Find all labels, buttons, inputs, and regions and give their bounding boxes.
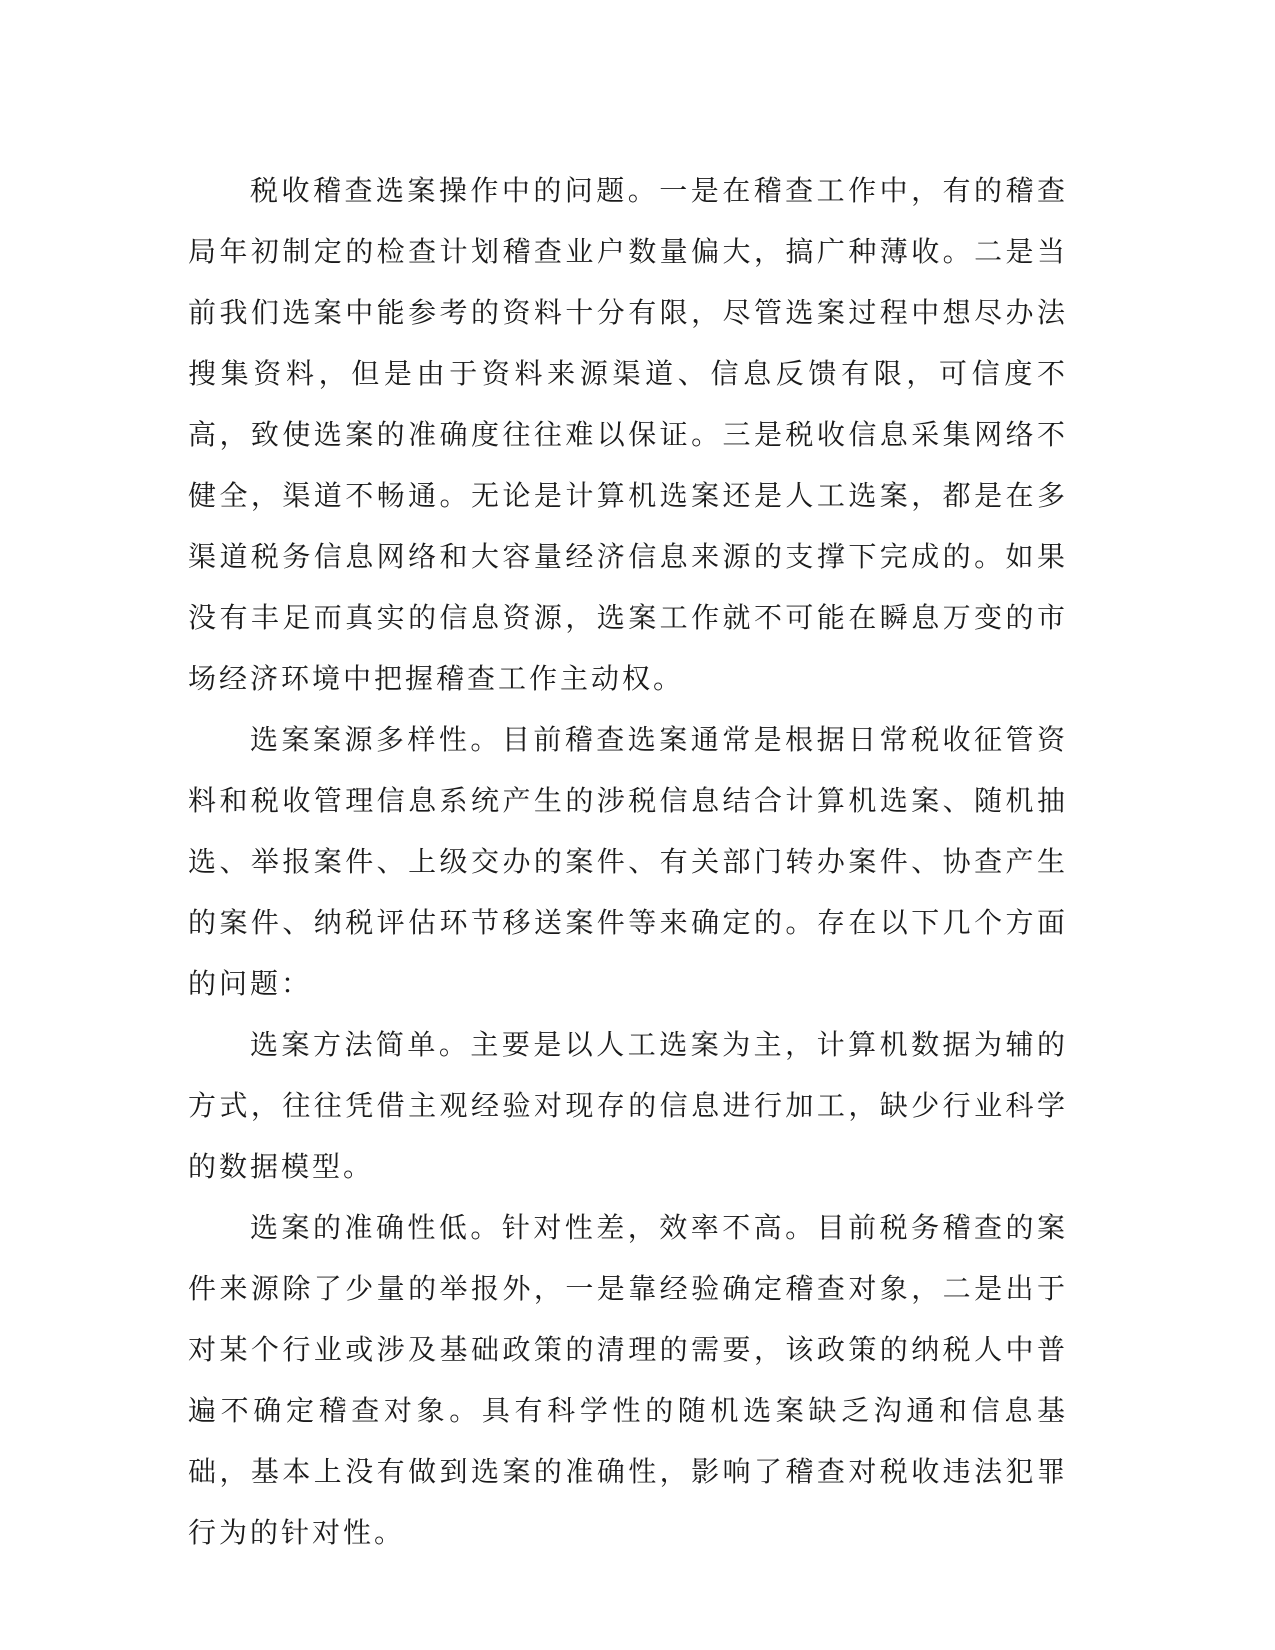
document-body — [188, 160, 1068, 1563]
paragraph-case-source-diversity: 选案案源多样性。目前稽查选案通常是根据日常税收征管资料和税收管理信息系统产生的涉税信息结合计算机选案、随机抽选、举报案件、上级交办的案件、有关部门转办案件、协查产生的案件、纳税评估环节移送案件等来确定的。存在以下几个方面的问题： — [188, 723, 1068, 1000]
paragraph-simple-methods: 选案方法简单。主要是以人工选案为主，计算机数据为辅的方式，往往凭借主观经验对现存的信息进行加工，缺少行业科学的数据模型。 — [188, 1028, 1068, 1183]
paragraph-selection-problems: 税收稽查选案操作中的问题。一是在稽查工作中，有的稽查局年初制定的检查计划稽查业户数量偏大，搞广种薄收。二是当前我们选案中能参考的资料十分有限，尽管选案过程中想尽办法搜集资料，但是由于资料来源渠道、信息反馈有限，可信度不高，致使选案的准确度往往难以保证。三是税收信息采集网络不健全，渠道不畅通。无论是计算机选案还是人工选案，都是在多渠道税务信息网络和大容量经济信息来源的支撑下完成的。如果没有丰足而真实的信息资源，选案工作就不可能在瞬息万变的市场经济环境中把握稽查工作主动权。 — [188, 174, 1068, 695]
paragraph-low-accuracy: 选案的准确性低。针对性差，效率不高。目前税务稽查的案件来源除了少量的举报外，一是靠经验确定稽查对象，二是出于对某个行业或涉及基础政策的清理的需要，该政策的纳税人中普遍不确定稽查对象。具有科学性的随机选案缺乏沟通和信息基础，基本上没有做到选案的准确性，影响了稽查对税收违法犯罪行为的针对性。 — [188, 1211, 1068, 1549]
